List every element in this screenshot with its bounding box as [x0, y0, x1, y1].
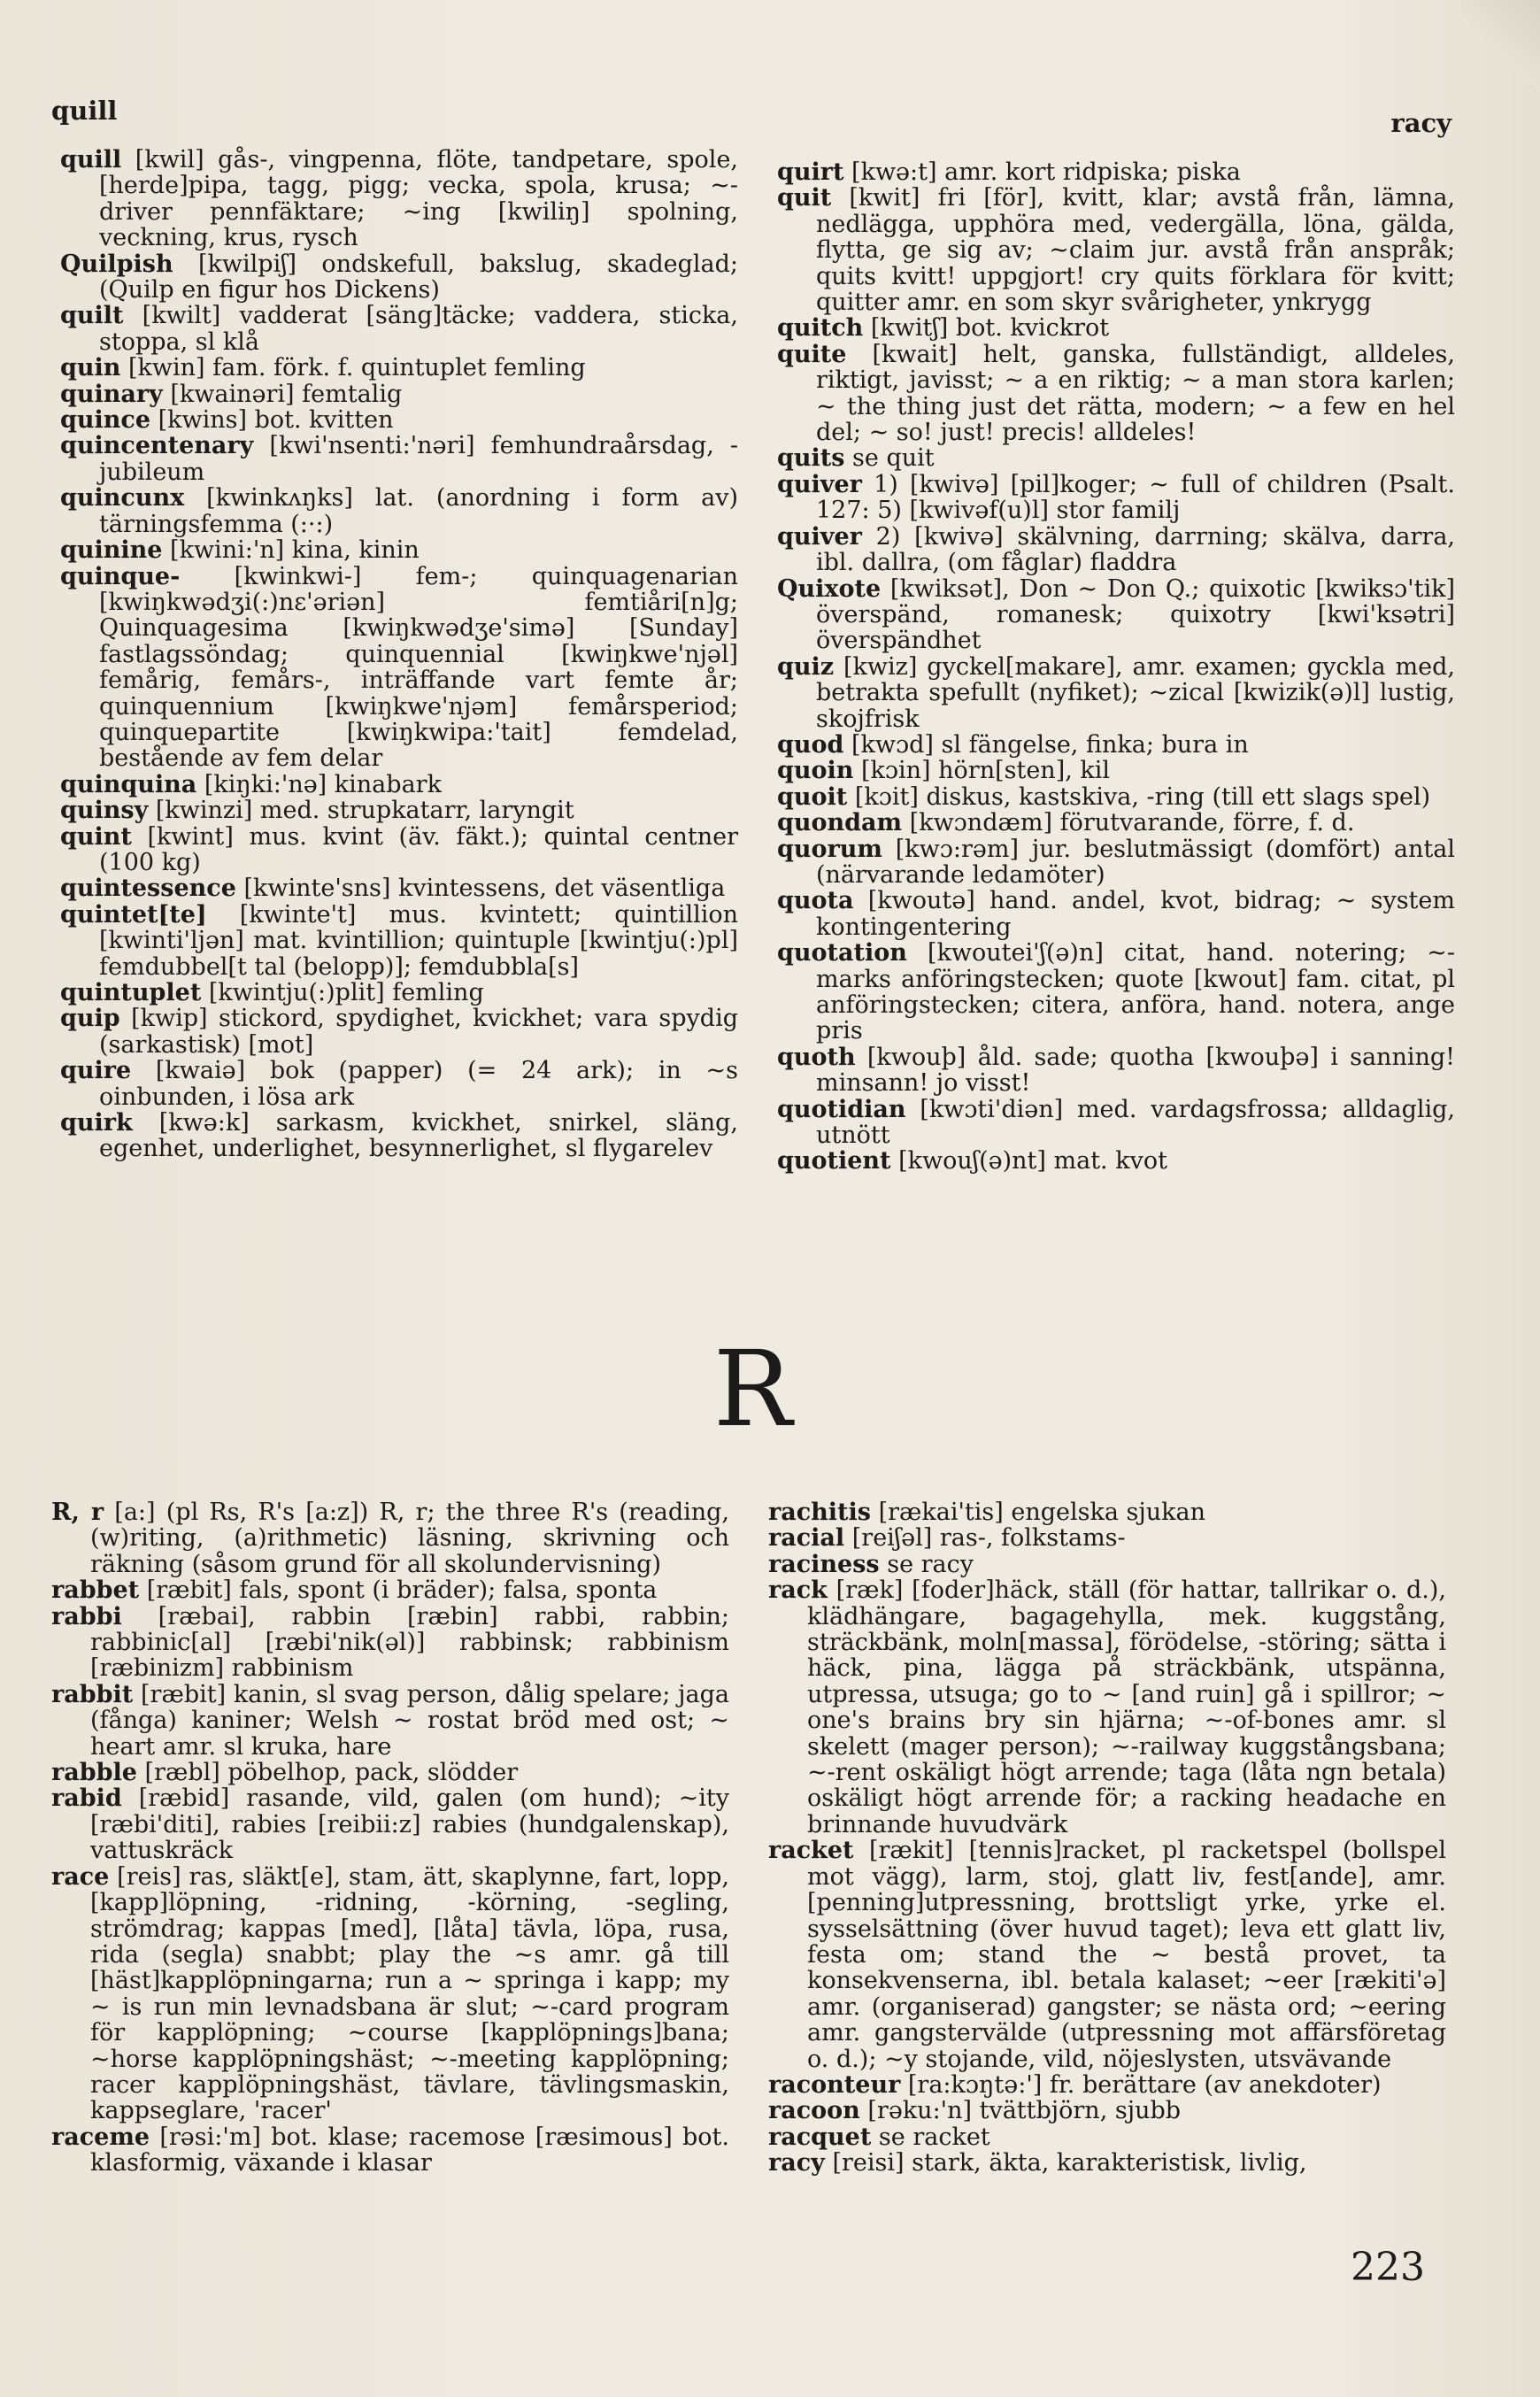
- dictionary-entry: [777, 940, 1455, 1044]
- headword: quint: [60, 822, 132, 851]
- headword: quintessence: [60, 875, 236, 903]
- dictionary-entry: [777, 888, 1455, 940]
- headword: quince: [60, 406, 151, 435]
- definition: [kwə:t] amr. kort ridpiska; piska: [843, 158, 1241, 186]
- headword: quinque-: [60, 562, 181, 590]
- dictionary-entry: [60, 433, 738, 485]
- definition: [ra:kɔŋtə:'] fr. berättare (av anekdoter): [900, 2070, 1382, 2099]
- headword: raconteur: [768, 2070, 901, 2099]
- headword: quip: [60, 1005, 120, 1033]
- definition: [kwoutei'ʃ(ə)n] citat, hand. notering; ~-marks anföringstecken; quote [kwout] fam. citat, pl anföringstecken; citera, anföra, hand. notera, ange pris: [816, 939, 1455, 1045]
- headword: rack: [768, 1576, 828, 1605]
- definition: [ræbl] pöbelhop, pack, slödder: [136, 1759, 519, 1787]
- dictionary-entry: [768, 1499, 1446, 1525]
- dictionary-entry: [777, 758, 1455, 783]
- dictionary-entry: [768, 2124, 1446, 2150]
- page-corner-fold: [1460, 0, 1540, 124]
- definition: [kwinkʌŋks] lat. (anordning i form av) tärningsfemma (:·:): [99, 484, 738, 538]
- definition: [reisi] stark, äkta, karakteristisk, livlig,: [824, 2149, 1307, 2177]
- headword: racial: [768, 1524, 845, 1553]
- headword: Quixote: [777, 574, 882, 603]
- definition: [kwait] helt, ganska, fullständigt, alldeles, riktigt, javisst; ~ a en riktig; ~ a man stora karlen; ~ the thing just det rätta, modern; ~ a few en hel del; ~ so! just! precis! alldeles!: [816, 340, 1455, 447]
- dictionary-entry: [777, 1148, 1455, 1174]
- definition: [ræbit] kanin, sl svag person, dålig spelare; jaga (fånga) kaniner; Welsh ~ rostat bröd med ost; ~ heart amr. sl kruka, hare: [90, 1680, 729, 1761]
- dictionary-entry: [777, 810, 1455, 836]
- definition: [rəku:'n] tvättbjörn, sjubb: [859, 2097, 1182, 2125]
- headword: quiver: [777, 522, 862, 551]
- definition: [kɔin] hörn[sten], kil: [853, 757, 1111, 785]
- headword: quotidian: [777, 1095, 906, 1123]
- definition: [kwitʃ] bot. kvickrot: [863, 314, 1110, 343]
- headword: raceme: [51, 2123, 150, 2151]
- dictionary-entry: [60, 485, 738, 537]
- dictionary-entry: [60, 1110, 738, 1162]
- dictionary-entry: [51, 1682, 729, 1760]
- dictionary-entry: [777, 159, 1455, 185]
- definition: [kwə:k] sarkasm, kvickhet, snirkel, släng, egenhet, underlighet, besynnerlighet, sl flygarelev: [99, 1109, 738, 1163]
- definition: [kwilt] vadderat [säng]täcke; vaddera, sticka, stoppa, sl klå: [99, 302, 738, 356]
- dictionary-entry: [60, 824, 738, 876]
- definition: [kɔit] diskus, kastskiva, -ring (till ett slags spel): [847, 782, 1431, 811]
- dictionary-entry: [777, 524, 1455, 576]
- dictionary-entry: [60, 147, 738, 251]
- dictionary-entry: [777, 1097, 1455, 1149]
- definition: [kwilpiʃ] ondskefull, bakslug, skadeglad; (Quilp en figur hos Dickens): [99, 250, 738, 304]
- definition: [kiŋki:'nə] kinabark: [196, 770, 442, 798]
- headword: quincunx: [60, 484, 185, 513]
- dictionary-entry: [768, 1577, 1446, 1838]
- headword: quod: [777, 730, 844, 759]
- dictionary-entry: [60, 303, 738, 355]
- page-number: 223: [1351, 2245, 1425, 2290]
- dictionary-entry: [60, 407, 738, 433]
- dictionary-entry: [768, 1525, 1446, 1551]
- headword: R, r: [51, 1499, 104, 1526]
- headword: quill: [60, 146, 122, 173]
- definition: [kwɔndæm] förutvarande, förre, f. d.: [902, 809, 1355, 837]
- definition: [kwinzi] med. strupkatarr, laryngit: [148, 797, 574, 825]
- definition: [rækit] [tennis]racket, pl racketspel (bollspel mot vägg), larm, stoj, glatt liv, fest[ande], amr. [penning]utpressning, brottsligt yrke, yrke el. sysselsättning (över huvud taget); leva ett glatt liv, festa om; stand the ~ bestå provet, ta konsekvenserna, ibl. betala kalaset; ~eer [rækiti'ə] amr. (organiserad) gangster; se nästa ord; ~eering amr. gangstervälde (utpressning mot affärsföretag o. d.); ~y stojande, vild, nöjeslysten, utsvävande: [807, 1837, 1446, 2073]
- dictionary-entry: [777, 576, 1455, 654]
- headword: racquet: [768, 2123, 872, 2151]
- headword: quota: [777, 887, 854, 915]
- headword: quite: [777, 340, 847, 368]
- definition: [kwip] stickord, spydighet, kvickhet; vara spydig (sarkastisk) [mot]: [99, 1005, 738, 1059]
- headword: quits: [777, 444, 845, 473]
- definition: [ræk] [foder]häck, ställ (för hattar, tallrikar o. d.), klädhängare, bagagehylla, mek. kuggstång, sträckbänk, moln[massa], förödelse, -störing; sätta i häck, pina, lägga på sträckbänk, utspänna, utpressa, utsuga; go to ~ [and ruin] gå i spillror; ~ one's brains bry sin hjärna; ~-of-bones amr. sl skelett (mager person); ~-railway kuggstångsbana; ~-rent oskäligt högt arrende; taga (låta ngn betala) oskäligt högt arrende för; a racking headache en brinnande huvudvärk: [807, 1576, 1446, 1838]
- headword: quinine: [60, 536, 163, 565]
- definition: [kwinte'sns] kvintessens, det väsentliga: [235, 875, 726, 903]
- definition: [kwiz] gyckel[makare], amr. examen; gyckla med, betrakta spefullt (nyfiket); ~zical [kwizik(ə)l] lustig, skojfrisk: [816, 652, 1455, 733]
- definition: [kwini:'n] kina, kinin: [162, 536, 420, 565]
- headword: racy: [768, 2149, 825, 2177]
- dictionary-entry: [768, 2098, 1446, 2123]
- definition: [kwoutə] hand. andel, kvot, bidrag; ~ system kontingentering: [816, 887, 1455, 941]
- headword: quirk: [60, 1109, 133, 1137]
- dictionary-entry: [60, 1006, 738, 1058]
- definition: [kwintju(:)plit] femling: [201, 979, 484, 1006]
- definition: [kwin] fam. förk. f. quintuplet femling: [120, 354, 586, 382]
- headword: rabble: [51, 1759, 137, 1787]
- definition: [kwins] bot. kvitten: [150, 406, 394, 435]
- headword: quotient: [777, 1147, 891, 1175]
- guide-word-right: racy: [1390, 108, 1451, 138]
- headword: quintuplet: [60, 979, 202, 1006]
- dictionary-entry: [777, 342, 1455, 446]
- definition: [kwɔti'diən] med. vardagsfrossa; alldaglig, utnött: [816, 1095, 1455, 1150]
- column-r-left: [51, 1499, 729, 2177]
- headword: quoth: [777, 1043, 856, 1071]
- definition: [kwinte't] mus. kvintett; quintillion [kwinti'ljən] mat. kvintillion; quintuple [kwintju(:)pl] femdubbel[t tal (belopp)]; femdubbla[s]: [99, 900, 738, 981]
- dictionary-entry: [60, 875, 738, 901]
- headword: quin: [60, 354, 121, 382]
- headword: quinsy: [60, 797, 149, 825]
- definition: [ræbid] rasande, vild, galen (om hund); ~ity [ræbi'diti], rabies [reibii:z] rabies (hundgalenskap), vattuskräck: [90, 1784, 729, 1865]
- dictionary-entry: [777, 472, 1455, 524]
- headword: quiz: [777, 652, 835, 681]
- definition: [kwɔ:rəm] jur. beslutmässigt (domfört) antal (närvarande ledamöter): [816, 835, 1455, 889]
- dictionary-entry: [51, 1499, 729, 1577]
- dictionary-entry: [768, 1552, 1446, 1577]
- dictionary-entry: [51, 1864, 729, 2124]
- definition: [kwil] gås-, vingpenna, flöte, tandpetare, spole, [herde]pipa, tagg, pigg; vecka, spola, krusa; ~-driver pennfäktare; ~ing [kwiliŋ] spolning, veckning, krus, rysch: [99, 146, 738, 252]
- definition: [kwinkwi-] fem-; quinquagenarian [kwiŋkwədʒi(:)nɛ'əriən] femtiåri[n]g; Quinquagesima [kwiŋkwədʒe'simə] [Sunday] fastlagssöndag; quinquennial [kwiŋkwe'njəl] femårig, femårs-, inträffande vart femte år; quinquennium [kwiŋkwe'njəm] femårsperiod; quinquepartite [kwiŋkwipa:'tait] femdelad, bestående av fem delar: [99, 562, 738, 773]
- definition: 1) [kwivə] [pil]koger; ~ full of children (Psalt. 127: 5) [kwivəf(u)l] stor familj: [816, 470, 1455, 525]
- definition: [kwiksət], Don ~ Don Q.; quixotic [kwiksɔ'tik] överspänd, romanesk; quixotry [kwi'ksətri] överspändhet: [816, 574, 1455, 655]
- dictionary-entry: [51, 2124, 729, 2177]
- headword: quoin: [777, 757, 854, 785]
- dictionary-entry: [60, 1058, 738, 1110]
- column-q-left: [60, 147, 738, 1162]
- definition: [ræbai], rabbin [ræbin] rabbi, rabbin; rabbinic[al] [ræbi'nik(əl)] rabbinsk; rabbinism [ræbinizm] rabbinism: [90, 1602, 729, 1683]
- dictionary-entry: [60, 980, 738, 1006]
- definition: [kwit] fri [för], kvitt, klar; avstå från, lämna, nedlägga, upphöra med, vedergälla, löna, gälda, flytta, ge sig av; ~claim jur. avstå från anspråk; quits kvitt! uppgjort! cry quits förklara för kvitt; quitter amr. en som skyr svårigheter, ynkrygg: [816, 184, 1455, 317]
- dictionary-entry: [777, 732, 1455, 758]
- headword: quirt: [777, 158, 844, 186]
- dictionary-entry: [777, 315, 1455, 341]
- definition: se quit: [844, 444, 935, 473]
- dictionary-entry: [60, 537, 738, 563]
- dictionary-entry: [60, 382, 738, 407]
- column-r-right: [768, 1499, 1446, 2177]
- definition: [reis] ras, släkt[e], stam, ätt, skaplynne, fart, lopp, [kapp]löpning, -ridning, -körning, -segling, strömdrag; kappas [med], [låta] tävla, löpa, rusa, rida (segla) snabbt; play the ~s amr. gå till [häst]kapplöpningarna; run a ~ springa i kapp; my ~ is run min levnadsbana är slut; ~-card program för kapplöpning; ~course [kapplöpnings]bana; ~horse kapplöpningshäst; ~-meeting kapplöpning; racer kapplöpningshäst, tävlare, tävlingsmaskin, kappseglare, 'racer': [90, 1862, 729, 2125]
- definition: [kwouʃ(ə)nt] mat. kvot: [890, 1147, 1167, 1175]
- headword: quintet[te]: [60, 900, 207, 929]
- headword: quitch: [777, 314, 864, 343]
- headword: quoit: [777, 782, 848, 811]
- definition: se racy: [879, 1550, 974, 1578]
- definition: se racket: [871, 2123, 990, 2151]
- headword: quondam: [777, 809, 903, 837]
- headword: quotation: [777, 939, 907, 967]
- headword: racket: [768, 1837, 854, 1865]
- dictionary-entry: [768, 2072, 1446, 2098]
- definition: [reiʃəl] ras-, folkstams-: [844, 1524, 1126, 1553]
- definition: [kwint] mus. kvint (äv. fäkt.); quintal centner (100 kg): [99, 822, 738, 876]
- section-letter: R: [713, 1328, 792, 1450]
- headword: Quilpish: [60, 250, 173, 278]
- dictionary-entry: [777, 654, 1455, 732]
- dictionary-entry: [768, 2150, 1446, 2176]
- headword: rabbit: [51, 1680, 134, 1708]
- dictionary-entry: [51, 1785, 729, 1863]
- definition: 2) [kwivə] skälvning, darrning; skälva, darra, ibl. dallra, (om fåglar) fladdra: [816, 522, 1455, 577]
- dictionary-entry: [777, 1044, 1455, 1097]
- definition: [a:] (pl Rs, R's [a:z]) R, r; the three R's (reading, (w)riting, (a)rithmetic) läsning, skrivning och räkning (såsom grund för all skolundervisning): [90, 1499, 729, 1578]
- headword: quit: [777, 184, 832, 212]
- dictionary-entry: [60, 772, 738, 798]
- column-q-right: [777, 159, 1455, 1175]
- headword: quire: [60, 1057, 132, 1085]
- definition: [kwɔd] sl fängelse, finka; bura in: [843, 730, 1249, 759]
- definition: [ræbit] fals, spont (i bräder); falsa, sponta: [139, 1576, 658, 1605]
- dictionary-entry: [777, 445, 1455, 471]
- dictionary-entry: [60, 902, 738, 980]
- dictionary-entry: [777, 836, 1455, 889]
- headword: rabbi: [51, 1602, 122, 1630]
- dictionary-entry: [60, 355, 738, 381]
- dictionary-entry: [60, 564, 738, 772]
- headword: raciness: [768, 1550, 880, 1578]
- guide-word-left: quill: [51, 96, 118, 126]
- headword: quinary: [60, 380, 163, 408]
- definition: [kwi'nsenti:'nəri] femhundraårsdag, -jubileum: [99, 432, 738, 486]
- dictionary-entry: [60, 798, 738, 823]
- dictionary-entry: [777, 784, 1455, 810]
- headword: rachitis: [768, 1499, 871, 1526]
- headword: quiver: [777, 470, 862, 498]
- headword: quinquina: [60, 770, 197, 798]
- headword: quorum: [777, 835, 882, 863]
- dictionary-entry: [777, 185, 1455, 315]
- headword: rabbet: [51, 1576, 140, 1605]
- definition: [kwainəri] femtalig: [162, 380, 403, 408]
- definition: [rækai'tis] engelska sjukan: [870, 1499, 1205, 1526]
- headword: quincentenary: [60, 432, 254, 460]
- headword: race: [51, 1862, 110, 1891]
- dictionary-entry: [60, 251, 738, 304]
- dictionary-entry: [51, 1604, 729, 1682]
- definition: [kwaiə] bok (papper) (= 24 ark); in ~s oinbunden, i lösa ark: [99, 1057, 738, 1111]
- dictionary-entry: [768, 1838, 1446, 2072]
- dictionary-entry: [51, 1577, 729, 1603]
- dictionary-entry: [51, 1760, 729, 1785]
- headword: racoon: [768, 2097, 860, 2125]
- definition: [kwouþ] åld. sade; quotha [kwouþə] i sanning! minsann! jo visst!: [816, 1043, 1455, 1098]
- headword: rabid: [51, 1784, 122, 1813]
- definition: [rəsi:'m] bot. klase; racemose [ræsimous] bot. klasformig, växande i klasar: [90, 2123, 729, 2177]
- headword: quilt: [60, 302, 124, 330]
